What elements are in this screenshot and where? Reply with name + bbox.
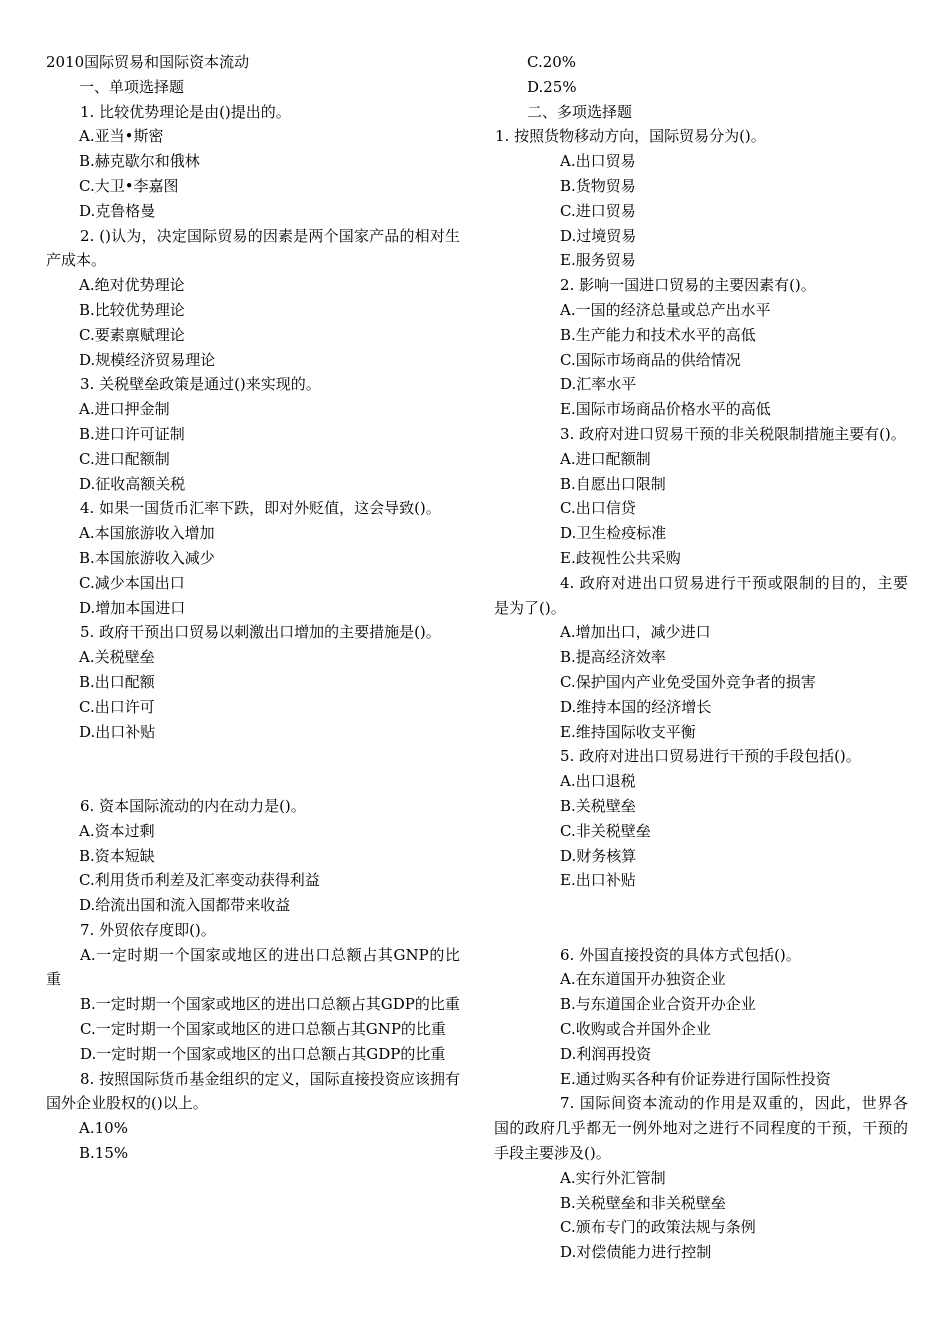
question-stem: 2. 影响一国进口贸易的主要因素有()。 xyxy=(560,276,816,295)
option: A.一国的经济总量或总产出水平 xyxy=(560,300,771,319)
option: A.关税壁垒 xyxy=(79,648,155,667)
option: B.赫克歇尔和俄林 xyxy=(79,152,200,171)
option: D.规模经济贸易理论 xyxy=(79,350,216,369)
option: B.15% xyxy=(79,1144,129,1163)
option: E.维持国际收支平衡 xyxy=(560,722,696,741)
option: D.过境贸易 xyxy=(560,226,637,245)
document-title: 2010国际贸易和国际资本流动 xyxy=(46,53,250,71)
option: B.自愿出口限制 xyxy=(560,474,666,493)
option: D.给流出国和流入国都带来收益 xyxy=(79,896,291,915)
option: B.本国旅游收入减少 xyxy=(79,548,215,567)
option: C.减少本国出口 xyxy=(79,573,185,592)
option: D.克鲁格曼 xyxy=(79,201,156,220)
section-heading-multiple-choice: 二、多项选择题 xyxy=(527,102,633,121)
option: A.一定时期一个国家或地区的进出口总额占其GNP的比重 xyxy=(46,945,460,989)
option: D.出口补贴 xyxy=(79,722,156,741)
option: B.进口许可证制 xyxy=(79,424,185,443)
option: B.一定时期一个国家或地区的进出口总额占其GDP的比重 xyxy=(80,995,460,1014)
option: D.25% xyxy=(527,77,577,96)
option: B.出口配额 xyxy=(79,672,155,691)
option: B.关税壁垒 xyxy=(560,796,636,815)
option: A.实行外汇管制 xyxy=(560,1168,666,1187)
option: C.保护国内产业免受国外竞争者的损害 xyxy=(560,672,816,691)
question-stem: 4. 如果一国货币汇率下跌，即对外贬值，这会导致()。 xyxy=(80,499,441,518)
option: C.国际市场商品的供给情况 xyxy=(560,350,741,369)
question-stem: 5. 政府对进出口贸易进行干预的手段包括()。 xyxy=(560,747,861,766)
option: B.提高经济效率 xyxy=(560,648,666,667)
option: A.10% xyxy=(79,1119,128,1138)
question-stem: 1. 比较优势理论是由()提出的。 xyxy=(80,102,291,121)
option: C.收购或合并国外企业 xyxy=(560,1020,711,1039)
option: E.歧视性公共采购 xyxy=(560,548,681,567)
option: C.进口配额制 xyxy=(79,449,170,468)
option: A.进口配额制 xyxy=(560,449,651,468)
option: A.增加出口，减少进口 xyxy=(560,623,711,642)
option: A.进口押金制 xyxy=(79,400,170,419)
option: D.财务核算 xyxy=(560,846,637,865)
option: E.服务贸易 xyxy=(560,251,636,270)
spacer xyxy=(46,744,460,794)
option: D.征收高额关税 xyxy=(79,474,186,493)
option: D.一定时期一个国家或地区的出口总额占其GDP的比重 xyxy=(80,1044,446,1063)
option: E.出口补贴 xyxy=(560,871,636,890)
option: B.关税壁垒和非关税壁垒 xyxy=(560,1193,726,1212)
section-heading-single-choice: 一、单项选择题 xyxy=(79,77,185,96)
option: D.对偿债能力进行控制 xyxy=(560,1243,712,1262)
option: C.非关税壁垒 xyxy=(560,821,651,840)
question-stem: 7. 国际间资本流动的作用是双重的，因此，世界各国的政府几乎都无一例外地对之进行不同程度的干预，干预的手段主要涉及()。 xyxy=(494,1094,908,1163)
question-stem: 7. 外贸依存度即()。 xyxy=(80,920,216,939)
option: D.维持本国的经济增长 xyxy=(560,697,712,716)
option: C.要素禀赋理论 xyxy=(79,325,185,344)
option: A.在东道国开办独资企业 xyxy=(560,970,726,989)
spacer xyxy=(494,893,908,943)
option: C.大卫•李嘉图 xyxy=(79,176,179,195)
option: A.亚当•斯密 xyxy=(79,127,164,146)
option: D.卫生检疫标准 xyxy=(560,524,667,543)
option: B.货物贸易 xyxy=(560,176,636,195)
question-stem: 6. 资本国际流动的内在动力是()。 xyxy=(80,796,306,815)
option: C.利用货币利差及汇率变动获得利益 xyxy=(79,871,320,890)
right-column xyxy=(494,50,908,1265)
option: A.出口贸易 xyxy=(560,152,636,171)
option: D.汇率水平 xyxy=(560,375,637,394)
question-stem: 3. 关税壁垒政策是通过()来实现的。 xyxy=(80,375,321,394)
option: B.与东道国企业合资开办企业 xyxy=(560,995,756,1014)
option: B.生产能力和技术水平的高低 xyxy=(560,325,756,344)
option: A.资本过剩 xyxy=(79,821,155,840)
question-stem: 5. 政府干预出口贸易以刺激出口增加的主要措施是()。 xyxy=(80,623,441,642)
option: C.颁布专门的政策法规与条例 xyxy=(560,1218,756,1237)
question-stem: 2. ()认为，决定国际贸易的因素是两个国家产品的相对生产成本。 xyxy=(46,226,460,270)
option: C.出口许可 xyxy=(79,697,155,716)
option: C.20% xyxy=(527,53,577,71)
question-stem: 3. 政府对进口贸易干预的非关税限制措施主要有()。 xyxy=(560,424,906,443)
question-stem: 1. 按照货物移动方向，国际贸易分为()。 xyxy=(495,127,766,146)
question-stem: 4. 政府对进出口贸易进行干预或限制的目的，主要是为了()。 xyxy=(494,573,908,617)
option: A.绝对优势理论 xyxy=(79,276,185,295)
question-stem: 8. 按照国际货币基金组织的定义，国际直接投资应该拥有国外企业股权的()以上。 xyxy=(46,1069,460,1113)
option: C.进口贸易 xyxy=(560,201,636,220)
option: E.国际市场商品价格水平的高低 xyxy=(560,400,771,419)
option: D.利润再投资 xyxy=(560,1044,652,1063)
left-column xyxy=(46,50,460,1166)
option: E.通过购买各种有价证券进行国际性投资 xyxy=(560,1069,831,1088)
option: B.比较优势理论 xyxy=(79,300,185,319)
option: D.增加本国进口 xyxy=(79,598,186,617)
question-stem: 6. 外国直接投资的具体方式包括()。 xyxy=(560,945,801,964)
option: A.本国旅游收入增加 xyxy=(79,524,215,543)
option: A.出口退税 xyxy=(560,772,636,791)
option: C.一定时期一个国家或地区的进口总额占其GNP的比重 xyxy=(80,1020,446,1039)
option: B.资本短缺 xyxy=(79,846,155,865)
option: C.出口信贷 xyxy=(560,499,636,518)
